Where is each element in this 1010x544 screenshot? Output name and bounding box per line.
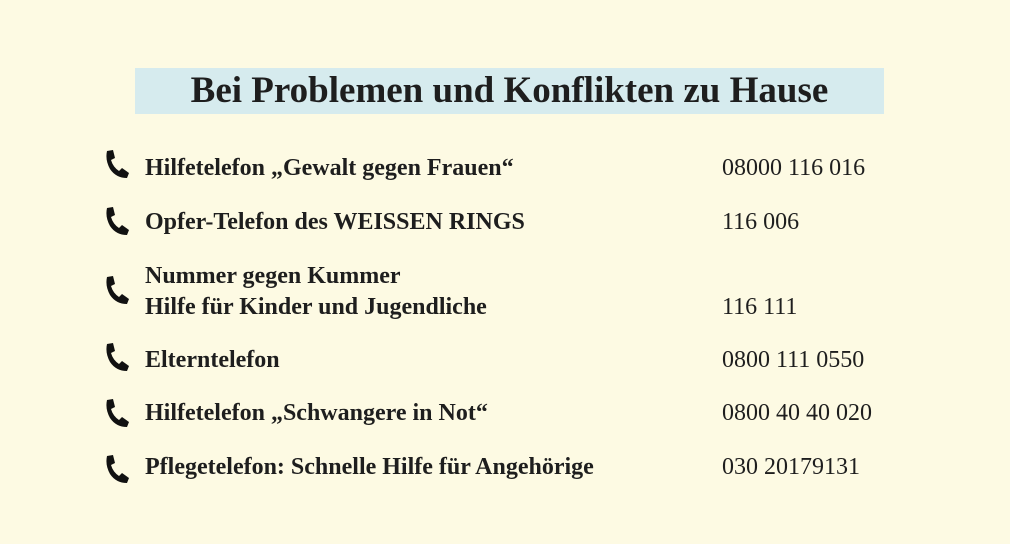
telephone-receiver-icon <box>104 342 130 372</box>
phone-number: 0800 111 0550 <box>722 347 865 373</box>
page-title: Bei Problemen und Konflikten zu Hause <box>135 68 884 114</box>
hotline-name: Pflegetelefon: Schnelle Hilfe für Angehörige <box>145 454 594 480</box>
hotline-name: Nummer gegen Kummer <box>145 263 401 289</box>
phone-number: 030 20179131 <box>722 454 860 480</box>
hotline-name: Opfer-Telefon des WEISSEN RINGS <box>145 209 525 235</box>
telephone-receiver-icon <box>104 454 130 484</box>
phone-number: 116 006 <box>722 209 800 235</box>
telephone-receiver-icon <box>104 149 130 179</box>
phone-number: 08000 116 016 <box>722 155 866 181</box>
phone-number: 116 111 <box>722 294 798 320</box>
hotline-name: Hilfetelefon „Schwangere in Not“ <box>145 400 488 426</box>
telephone-receiver-icon <box>104 206 130 236</box>
hotline-name: Elterntelefon <box>145 347 280 373</box>
phone-number: 0800 40 40 020 <box>722 400 872 426</box>
telephone-receiver-icon <box>104 398 130 428</box>
telephone-receiver-icon <box>104 275 130 305</box>
hotline-subtitle: Hilfe für Kinder und Jugendliche <box>145 294 487 320</box>
hotline-name: Hilfetelefon „Gewalt gegen Frauen“ <box>145 155 514 181</box>
